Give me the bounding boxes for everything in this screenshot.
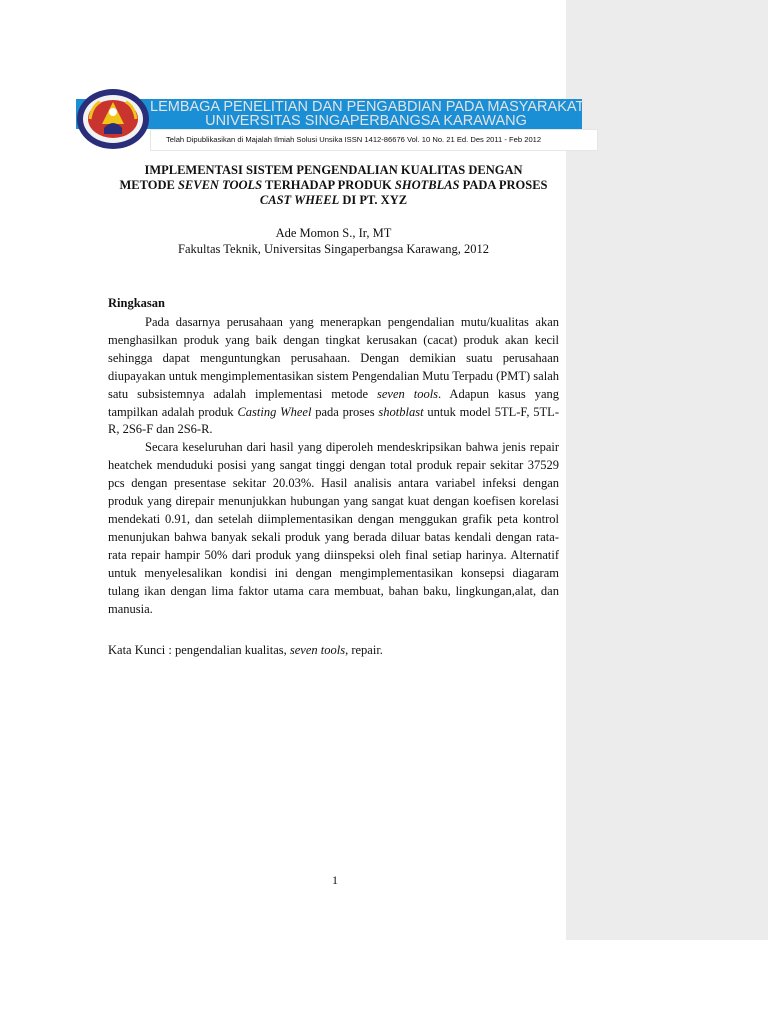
university-seal-icon bbox=[76, 88, 150, 150]
author-block bbox=[108, 225, 559, 257]
abstract-paragraph-1: Pada dasarnya perusahaan yang menerapkan pengendalian mutu/kualitas akan menghasilkan produk yang baik dengan tingkat kerusakan (cacat) produk akan kecil sehingga dapat menguntungkan perusahaan. Dengan demikian suatu perusahaan diupayakan untuk mengimplementasikan sistem Pengendalian Mutu Terpadu (PMT) salah satu subsistemnya adalah implementasi metode seven tools. Adapun kasus yang tampilkan adalah produk Casting Wheel pada proses shotblast untuk model 5TL-F, 5TL-R, 2S6-F dan 2S6-R. bbox=[108, 315, 559, 437]
title-line3: CAST WHEEL DI PT. XYZ bbox=[259, 193, 408, 207]
author-affiliation: Fakultas Teknik, Universitas Singaperbangsa Karawang, 2012 bbox=[178, 242, 489, 256]
abstract-paragraph-2: Secara keseluruhan dari hasil yang diperoleh mendeskripsikan bahwa jenis repair heatchek menduduki posisi yang sangat tinggi dengan total produk repair sekitar 37529 pcs dengan presentase sekitar 20.03%. Hasil analisis antara variabel infeksi dengan produk yang direpair menunjukkan hubungan yang sangat kuat dengan koefisen korelasi mendekati 0.91, dan setelah diimplementasikan dengan menggukan grafik peta kontrol menunjukan bahwa banyak sekali produk yang berada diluar batas kendali dengan rata-rata repair hampir 50% dari produk yang diinspeksi oleh final setiap harinya. Alternatif untuk menyelesalikan kondisi ini dengan mengimplementasikan konsepsi diagaram tulang ikan dengan lima faktor utama cara membuat, bahan baku, lingkungan,alat, dan manusia. bbox=[108, 440, 559, 616]
institution-name-line1: LEMBAGA PENELITIAN DAN PENGABDIAN PADA MASYARAKAT bbox=[150, 99, 585, 115]
title-line2: METODE SEVEN TOOLS TERHADAP PRODUK SHOTBLAS PADA PROSES bbox=[119, 178, 548, 192]
title-line1: IMPLEMENTASI SISTEM PENGENDALIAN KUALITAS DENGAN bbox=[144, 163, 523, 177]
keywords: Kata Kunci : pengendalian kualitas, seven tools, repair. bbox=[108, 643, 383, 657]
abstract-heading: Ringkasan bbox=[108, 296, 165, 310]
abstract-body bbox=[108, 314, 559, 618]
page-number: 1 bbox=[332, 873, 338, 887]
paper-title bbox=[108, 163, 559, 208]
publication-note: Telah Dipublikasikan di Majalah Ilmiah Solusi Unsika ISSN 1412-86676 Vol. 10 No. 21 Ed. Des 2011 - Feb 2012 bbox=[166, 135, 542, 144]
author-name: Ade Momon S., Ir, MT bbox=[275, 226, 392, 240]
institution-name-line2: UNIVERSITAS SINGAPERBANGSA KARAWANG bbox=[205, 113, 527, 129]
